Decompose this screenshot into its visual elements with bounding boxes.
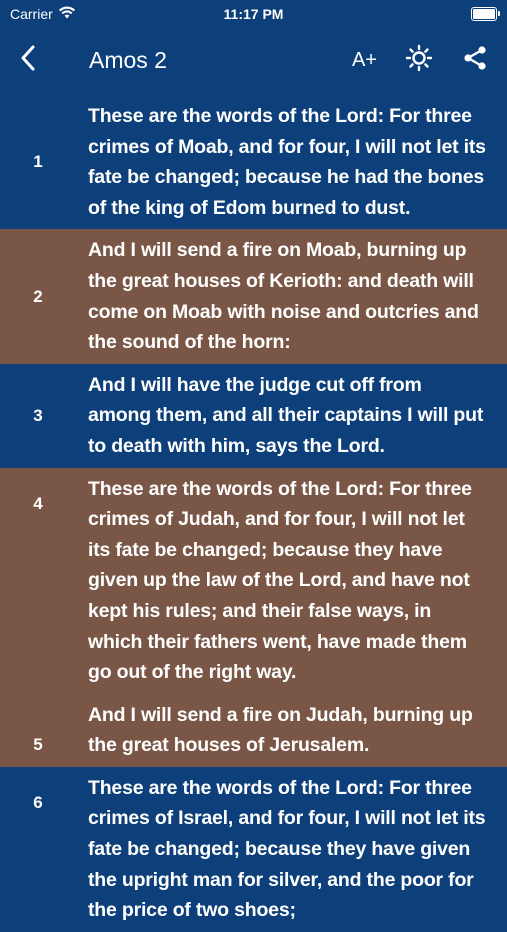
share-icon xyxy=(462,45,488,75)
verse-number: 6 xyxy=(33,792,43,812)
status-time: 11:17 PM xyxy=(223,6,284,22)
wifi-icon xyxy=(59,6,75,22)
verse-row-5[interactable] xyxy=(0,694,507,767)
verse-row-6[interactable] xyxy=(0,767,507,932)
share-button[interactable] xyxy=(461,46,489,74)
brightness-button[interactable] xyxy=(405,46,433,74)
verse-number: 1 xyxy=(33,152,43,172)
brightness-icon xyxy=(405,44,433,76)
verse-text: And I will have the judge cut off from among them, and all their captains I will put to death with him, says the Lord. xyxy=(88,373,484,457)
verse-number: 2 xyxy=(33,286,43,306)
status-bar xyxy=(0,0,507,28)
verse-row-3[interactable] xyxy=(0,364,507,468)
verse-text: These are the words of the Lord: For three crimes of Moab, and for four, I will not let its fate be changed; because he had the bones of the king of Edom burned to dust. xyxy=(88,105,486,219)
verse-number: 3 xyxy=(33,405,43,425)
verse-text: And I will send a fire on Judah, burning up the great houses of Jerusalem. xyxy=(88,703,473,757)
verse-list[interactable] xyxy=(0,95,507,932)
navigation-bar xyxy=(0,28,507,92)
verse-text: These are the words of the Lord: For three crimes of Judah, and for four, I will not let its fate be changed; because they have given up the law of the Lord, and have not kept his rules; and their false ways, in which their fathers went, have made them go out of the right way. xyxy=(88,477,472,684)
font-size-button[interactable]: A+ xyxy=(351,48,377,71)
nav-actions xyxy=(352,46,507,74)
verse-row-4[interactable] xyxy=(0,468,507,694)
page-title: Amos 2 xyxy=(89,46,167,73)
verse-row-2[interactable] xyxy=(0,229,507,363)
back-button[interactable] xyxy=(0,28,56,92)
carrier-label: Carrier xyxy=(10,6,53,22)
verse-number: 5 xyxy=(33,734,43,754)
verse-text: And I will send a fire on Moab, burning up the great houses of Kerioth: and death will come on Moab with noise and outcries and the sound of the horn: xyxy=(88,239,479,354)
verse-row-1[interactable] xyxy=(0,95,507,229)
status-left xyxy=(10,6,75,22)
verse-number: 4 xyxy=(33,493,43,513)
chevron-left-icon xyxy=(20,45,36,75)
battery-icon xyxy=(471,7,497,21)
verse-text: These are the words of the Lord: For three crimes of Israel, and for four, I will not let its fate be changed; because they have given the upright man for silver, and the poor for the price of two shoes; xyxy=(88,776,486,922)
